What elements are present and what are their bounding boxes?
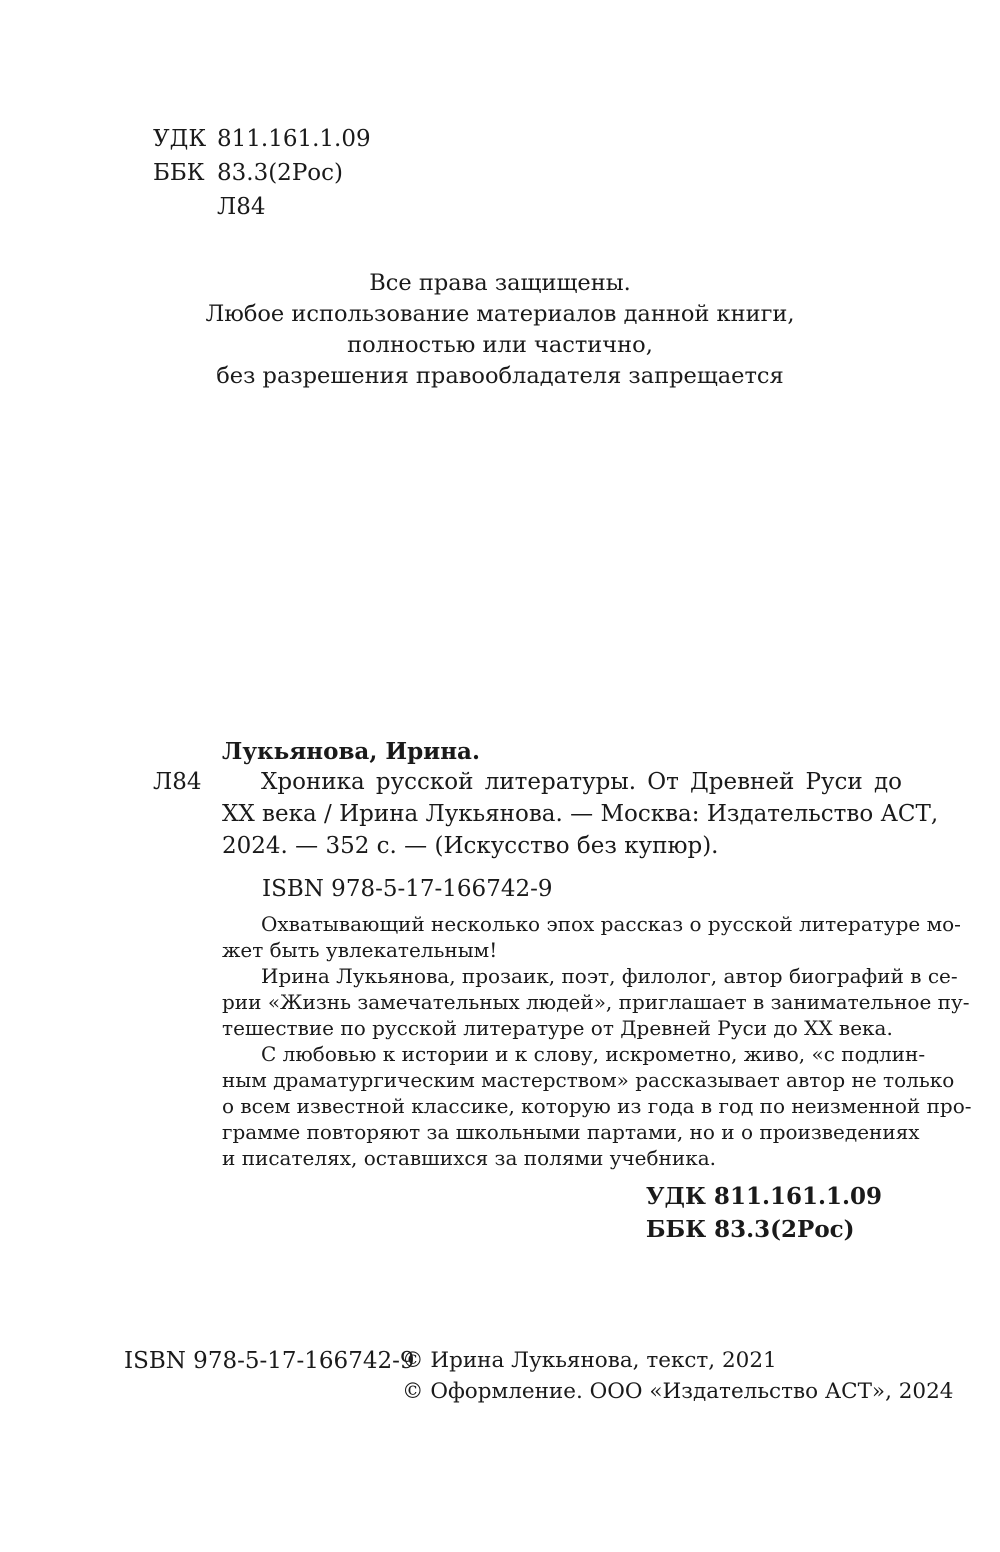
rights-line: полностью или частично, [347,332,653,358]
bottom-classification-codes [646,1180,882,1246]
annotation-line: ным драматургическим мастерством» рассказывает автор не только [222,1068,955,1092]
annotation-line: рии «Жизнь замечательных людей», приглашает в занимательное пу- [222,990,970,1014]
bib-line: XX века / Ирина Лукьянова. — Москва: Издательство АСТ, [222,801,939,827]
udk-value: 811.161.1.09 [217,126,371,152]
bibliographic-record [222,766,939,862]
rights-line: Все права защищены. [369,270,631,296]
author-sign-row [153,191,371,225]
annotation-line: Охватывающий несколько эпох рассказ о русской литературе мо- [261,912,961,936]
bib-line: 2024. — 352 с. — (Искусство без купюр). [222,833,719,859]
annotation-line: и писателях, оставшихся за полями учебника. [222,1146,716,1170]
annotation-line: грамме повторяют за школьными партами, но и о произведениях [222,1120,920,1144]
catalog-side-code: Л84 [153,769,202,795]
annotation-line: С любовью к истории и к слову, искрометно, живо, «с подлин- [261,1042,926,1066]
copyright-text: © Ирина Лукьянова, текст, 2021 [402,1348,777,1373]
catalog-isbn: ISBN 978-5-17-166742-9 [262,876,553,902]
annotation-line: жет быть увлекательным! [222,938,498,962]
rights-line: без разрешения правообладателя запрещается [216,363,784,389]
bottom-udk: УДК 811.161.1.09 [645,1183,882,1210]
classification-codes [153,123,371,225]
rights-notice [0,268,1000,392]
footer-isbn: ISBN 978-5-17-166742-9 [124,1348,415,1374]
annotation [222,911,972,1171]
bbk-value: 83.3(2Рос) [217,160,343,186]
annotation-line: тешествие по русской литературе от Древней Руси до XX века. [222,1016,893,1040]
rights-line: Любое использование материалов данной книги, [205,301,795,327]
bib-line: Хроника русской литературы. От Древней Руси до [261,769,902,795]
copyright-block [402,1345,953,1407]
author-sign: Л84 [217,194,266,220]
annotation-line: о всем известной классике, которую из года в год по неизменной про- [222,1094,972,1118]
annotation-line: Ирина Лукьянова, прозаик, поэт, филолог, автор биографий в се- [261,964,958,988]
copyright-design: © Оформление. ООО «Издательство АСТ», 2024 [402,1379,954,1404]
bbk-label: ББК [153,160,205,186]
udk-row [153,123,371,157]
udk-label: УДК [153,126,207,152]
catalog-author: Лукьянова, Ирина. [222,738,480,765]
bottom-bbk: ББК 83.3(2Рос) [645,1216,855,1243]
bbk-row [153,157,371,191]
